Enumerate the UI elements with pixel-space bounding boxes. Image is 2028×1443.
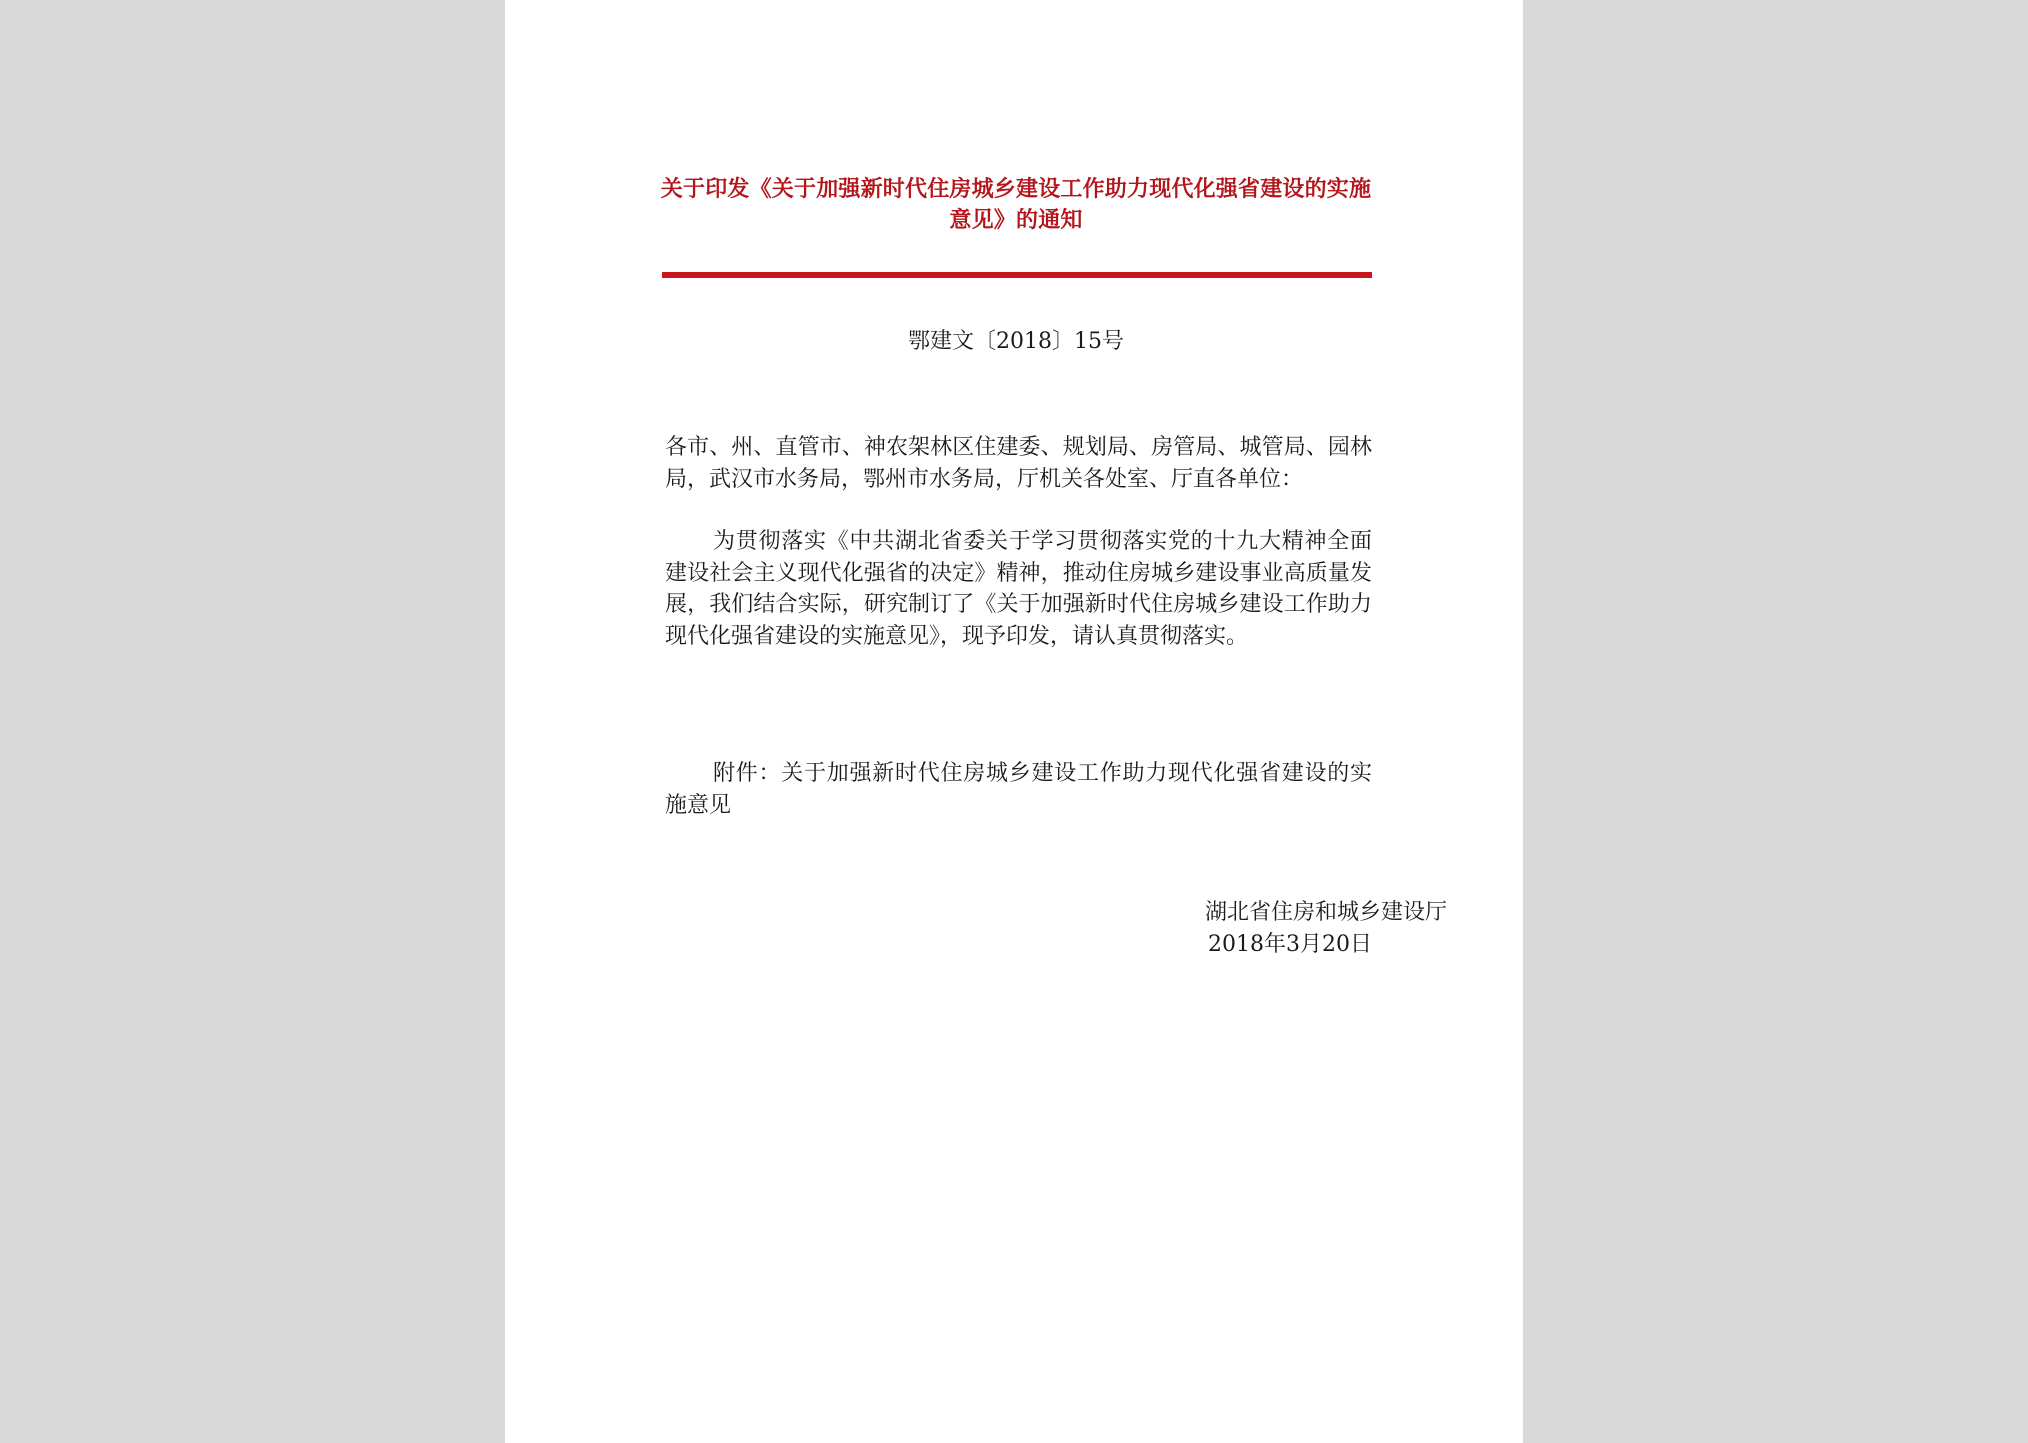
recipients-line: 各市、州、直管市、神农架林区住建委、规划局、房管局、城管局、园林局，武汉市水务局，鄂州市水务局，厅机关各处室、厅直各单位： [665, 435, 1372, 492]
document-number: 鄂建文〔2018〕15号 [908, 329, 1124, 354]
attachment-note: 附件：关于加强新时代住房城乡建设工作助力现代化强省建设的实施意见 [665, 761, 1372, 818]
signature-organization: 湖北省住房和城乡建设厅 [1205, 900, 1448, 925]
signature-date: 2018年3月20日 [1208, 932, 1372, 957]
signature-block [1205, 897, 1448, 961]
body-paragraph: 为贯彻落实《中共湖北省委关于学习贯彻落实党的十九大精神全面建设社会主义现代化强省的决定》精神，推动住房城乡建设事业高质量发展，我们结合实际，研究制订了《关于加强新时代住房城乡建设工作助力现代化强省建设的实施意见》，现予印发，请认真贯彻落实。 [665, 529, 1372, 649]
document-title: 关于印发《关于加强新时代住房城乡建设工作助力现代化强省建设的实施意见》的通知 [660, 176, 1372, 233]
red-divider-rule [662, 272, 1372, 278]
document-page [505, 0, 1523, 1443]
